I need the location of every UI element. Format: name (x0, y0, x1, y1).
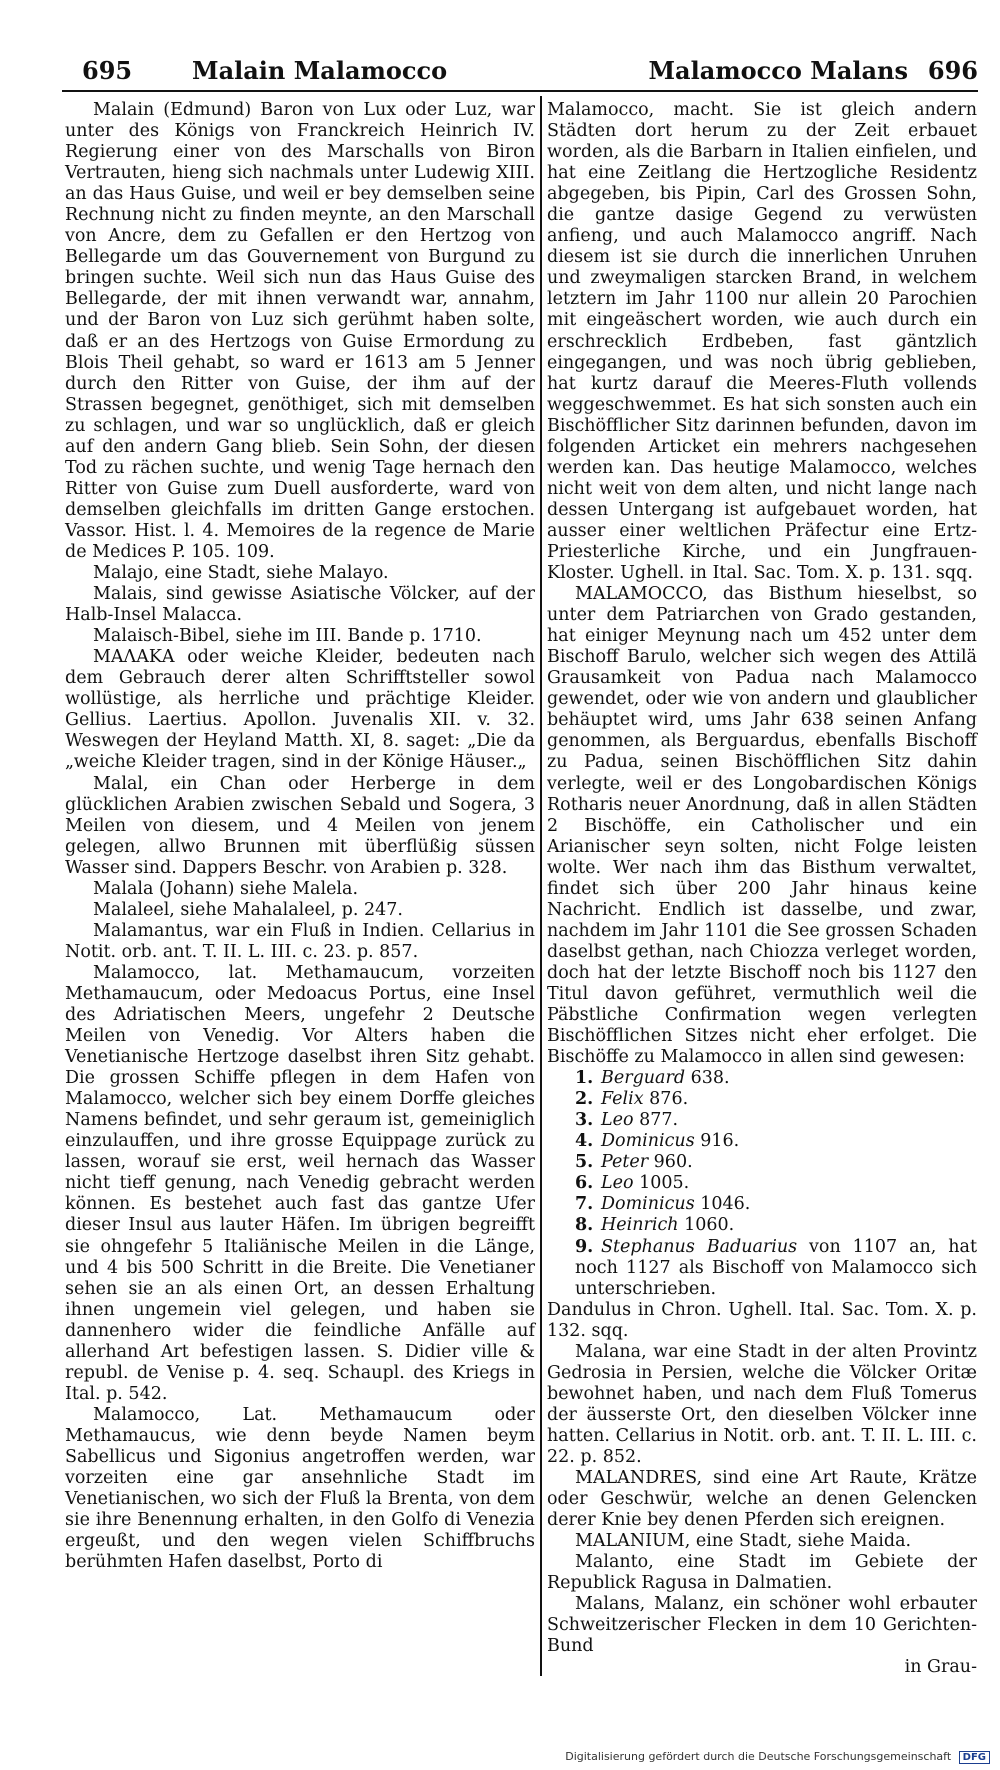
bishop-list-item (547, 1237, 977, 1300)
running-head-right: Malamocco Malans (648, 56, 908, 85)
bishop-detail: von 1107 an, hat noch 1127 als Bischoff von Malamocco sich unterschrieben. (575, 1236, 977, 1299)
bishop-detail: 916. (694, 1131, 740, 1152)
entry-malain: Malain (Edmund) Baron von Lux oder Luz, war unter des Königs von Franckreich Heinrich IV. Regierung einer von des Marschalls von Biron Vertrauten, hieng sich nachmals unter Ludewig XIII. an das Haus Guise, und weil er bey demselben seine Rechnung nicht zu finden meynte, an den Marschall von Ancre, dem zu Gefallen er den Hertzog von Bellegarde um das Gouvernement von Burgund zu bringen suchte. Weil sich nun das Haus Guise des Bellegarde, der mit ihnen verwandt war, annahm, und der Baron von Luz sich gerühmt haben solte, daß er an des Hertzogs von Guise Ermordung zu Blois Theil gehabt, so ward er 1613 am 5 Jenner durch den Ritter von Guise, der ihm auf der Strassen begegnet, genöthiget, sich mit demselben zu schlagen, und war so unglücklich, daß er gleich auf den andern Gang blieb. Sein Sohn, der diesen Tod zu rächen suchte, und wenig Tage hernach den Ritter von Guise zum Duell ausforderte, ward von demselben gleichfalls im dritten Gange erstochen. Vassor. Hist. l. 4. Memoires de la regence de Marie de Medices P. 105. 109. (65, 100, 535, 562)
bishop-name: Felix (601, 1089, 644, 1110)
entry-malanium: MALANIUM, eine Stadt, siehe Maida. (575, 1531, 912, 1552)
entry-malamocco-bisthum: MALAMOCCO, das Bisthum hieselbst, so unter dem Patriarchen von Grado gestanden, hat einiger Meynung nach um 452 unter dem Bischoff Barulo, welcher sich wegen des Attilä Grausamkeit von Padua nach Malamocco gewendet, oder wie von andern und glaublicher behäuptet wird, ums Jahr 638 seinen Anfang genommen, als Berguardus, ebenfalls Bischoff zu Padua, seinen Bischöfflichen Sitz dahin verlegte, weil er des Longobardischen Königs Rotharis neuer Anordnung, daß in allen Städten 2 Bischöffe, ein Catholischer und ein Arianischer seyn solten, nicht Folge leisten wolte. Wer nach ihm das Bisthum verwaltet, findet sich über 200 Jahr hinaus keine Nachricht. Endlich ist dasselbe, und zwar, nachdem im Jahr 1101 die See grossen Schaden daselbst gethan, nach Chiozza verleget worden, doch hat der letzte Bischoff noch bis 1127 den Titul davon geführet, vermuthlich weil die Päbstliche Confirmation wegen verlegten Bischöfflichen Sitzes nicht eher erfolget. Die Bischöffe zu Malamocco in allen sind gewesen: (547, 584, 977, 1068)
bishop-number: 6. (575, 1173, 594, 1194)
bishop-list-item (547, 1089, 977, 1110)
bishop-name: Heinrich (601, 1215, 679, 1236)
entry-malana: Malana, war eine Stadt in der alten Provintz Gedrosia in Persien, welche die Völcker Oritæ bewohnet haben, und nach dem Fluß Tomerus der äusserste Ort, den dieselben Völcker inne hatten. Cellarius in Notit. orb. ant. T. II. L. III. c. 22. p. 852. (547, 1341, 977, 1467)
entry-malajo: Malajo, eine Stadt, siehe Malayo. (93, 563, 389, 584)
page-number-left: 695 (82, 56, 133, 85)
bishop-list-item (547, 1110, 977, 1131)
column-divider (540, 96, 542, 1676)
left-column (65, 100, 535, 1573)
entry-malaka: ΜΑΛΑΚΑ oder weiche Kleider, bedeuten nach dem Gebrauch derer alten Schrifftsteller sowol wollüstige, als herrliche und prächtige Kleider. Gellius. Laertius. Apollon. Juvenalis XII. v. 32. Weswegen der Heyland Matth. XI, 8. saget: „Die da „weiche Kleider tragen, sind in der Könige Häuser.„ (65, 647, 535, 773)
dfg-logo: DFG (959, 1751, 990, 1764)
bishop-number: 9. (575, 1236, 594, 1257)
bishop-name: Dominicus (601, 1194, 695, 1215)
bishop-detail: 877. (633, 1110, 679, 1131)
bishop-name: Berguard (601, 1068, 686, 1089)
bishop-number: 1. (575, 1068, 594, 1089)
bishop-detail: 1060. (678, 1215, 735, 1236)
entry-malaisch-bibel: Malaisch-Bibel, siehe im III. Bande p. 1710. (93, 626, 482, 647)
bishop-name: Stephanus Baduarius (601, 1236, 798, 1257)
entry-malanto: Malanto, eine Stadt im Gebiete der Republick Ragusa in Dalmatien. (547, 1552, 977, 1594)
bishop-detail: 1046. (694, 1194, 751, 1215)
bishop-detail: 638. (685, 1068, 730, 1089)
digitization-footer (565, 1750, 990, 1764)
continuation-malamocco: Malamocco, macht. Sie ist gleich andern Städten dort herum zu der Zeit erbauet worden, als die Barbarn in Italien einfielen, und hat eine Zeitlang die Hertzogliche Residentz abgegeben, bis Pipin, Carl des Grossen Sohn, die gantze dasige Gegend zu verwüsten anfieng, und auch Malamocco angriff. Nach diesem ist sie durch die innerlichen Unruhen und zweymaligen starcken Brand, in welchem letztern im Jahr 1100 nur allein 20 Parochien mit eingeäschert worden, wie auch durch ein erschrecklich Erdbeben, fast gäntzlich eingegangen, und was noch übrig geblieben, hat kurtz darauf die Meeres-Fluth vollends weggeschwemmet. Es hat sich sonsten auch ein Bischöfflicher Sitz darinnen befunden, davon im folgenden Articket ein mehrers nachgesehen werden kan. Das heutige Malamocco, welches nicht weit von dem alten, und nicht lange nach dessen Untergang ist aufgebauet worden, hat ausser einer weltlichen Präfectur eine Ertz-Priesterliche Kirche, und ein Jungfrauen-Kloster. Ughell. in Ital. Sac. Tom. X. p. 131. sqq. (547, 100, 977, 584)
bishop-number: 5. (575, 1152, 594, 1173)
entry-malans: Malans, Malanz, ein schöner wohl erbauter Schweitzerischer Flecken in dem 10 Gerichten-Bund (547, 1594, 977, 1657)
bishop-list-item (547, 1152, 977, 1173)
entry-malala: Malala (Johann) siehe Malela. (93, 878, 359, 899)
bishop-number: 8. (575, 1215, 594, 1236)
entry-malamantus: Malamantus, war ein Fluß in Indien. Cellarius in Notit. orb. ant. T. II. L. III. c. 23. p. 857. (65, 920, 535, 962)
bishop-list-item (547, 1173, 977, 1194)
bishop-name: Leo (601, 1110, 634, 1131)
bishop-list-item (547, 1131, 977, 1152)
page-number-right: 696 (927, 56, 978, 85)
bishop-list-sources: Dandulus in Chron. Ughell. Ital. Sac. Tom. X. p. 132. sqq. (547, 1299, 977, 1341)
right-column (547, 100, 977, 1679)
footer-text: Digitalisierung gefördert durch die Deutsche Forschungsgemeinschaft (565, 1750, 952, 1763)
entry-malamocco-stadt: Malamocco, Lat. Methamaucum oder Methamaucus, wie denn beyde Namen beym Sabellicus und Sigonius angetroffen werden, war vorzeiten eine gar ansehnliche Stadt im Venetianischen, wo sich der Fluß la Brenta, von dem sie ihre Benennung erhalten, in den Golfo di Venezia ergeußt, und den wegen vielen Schiffbruchs berühmten Hafen daselbst, Porto di (65, 1404, 535, 1573)
entry-malais: Malais, sind gewisse Asiatische Völcker, auf der Halb-Insel Malacca. (65, 584, 535, 626)
bishop-detail: 960. (648, 1152, 693, 1173)
bishop-list-item (547, 1068, 977, 1089)
header-rule (62, 90, 978, 92)
entry-malal: Malal, ein Chan oder Herberge in dem glücklichen Arabien zwischen Sebald und Sogera, 3 Meilen von diesem, und 4 Meilen von jenem gelegen, allwo Brunnen mit überflüßig süssen Wasser sind. Dappers Beschr. von Arabien p. 328. (65, 773, 535, 878)
entry-malaleel: Malaleel, siehe Mahalaleel, p. 247. (93, 899, 403, 920)
running-head-left: Malain Malamocco (192, 56, 448, 85)
bishop-detail: 1005. (633, 1173, 690, 1194)
bishop-list (547, 1068, 977, 1300)
bishop-name: Leo (601, 1173, 634, 1194)
entry-malamocco-insel: Malamocco, lat. Methamaucum, vorzeiten Methamaucum, oder Medoacus Portus, eine Insel des Adriatischen Meers, ungefehr 2 Deutsche Meilen von Venedig. Vor Alters haben die Venetianische Hertzoge daselbst ihren Sitz gehabt. Die grossen Schiffe pflegen in dem Hafen von Malamocco, welcher sich bey einem Dorffe gleiches Namens befindet, und sehr geraum ist, gemeiniglich einzulauffen, und ihre grosse Equippage zurück zu lassen, worauf sie erst, weil hernach das Wasser nicht tieff genung, nach Venedig gebracht werden können. Es bestehet auch fast das gantze Ufer dieser Insul aus lauter Häfen. Im übrigen begreifft sie ohngefehr 5 Italiänische Meilen in die Länge, und 4 bis 500 Schritt in die Breite. Die Venetianer sehen sie an als einen Ort, an dessen Erhaltung ihnen ungemein viel gelegen, und haben sie dannenhero wider die feindliche Anfälle auf allerhand Art befestigen lassen. S. Didier ville & republ. de Venise p. 4. seq. Schaupl. des Kriegs in Ital. p. 542. (65, 962, 535, 1404)
bishop-number: 4. (575, 1131, 594, 1152)
bishop-detail: 876. (643, 1089, 689, 1110)
bishop-name: Peter (601, 1152, 649, 1173)
bishop-number: 3. (575, 1110, 594, 1131)
bishop-name: Dominicus (601, 1131, 695, 1152)
page-final-word: in Grau- (904, 1657, 977, 1678)
page-header (62, 50, 978, 96)
bishop-number: 7. (575, 1194, 594, 1215)
bishop-list-item (547, 1194, 977, 1215)
bishop-number: 2. (575, 1089, 594, 1110)
entry-malandres: MALANDRES, sind eine Art Raute, Krätze oder Geschwür, welche an denen Gelencken derer Knie bey denen Pferden sich ereignen. (547, 1468, 977, 1531)
bishop-list-item (547, 1215, 977, 1236)
